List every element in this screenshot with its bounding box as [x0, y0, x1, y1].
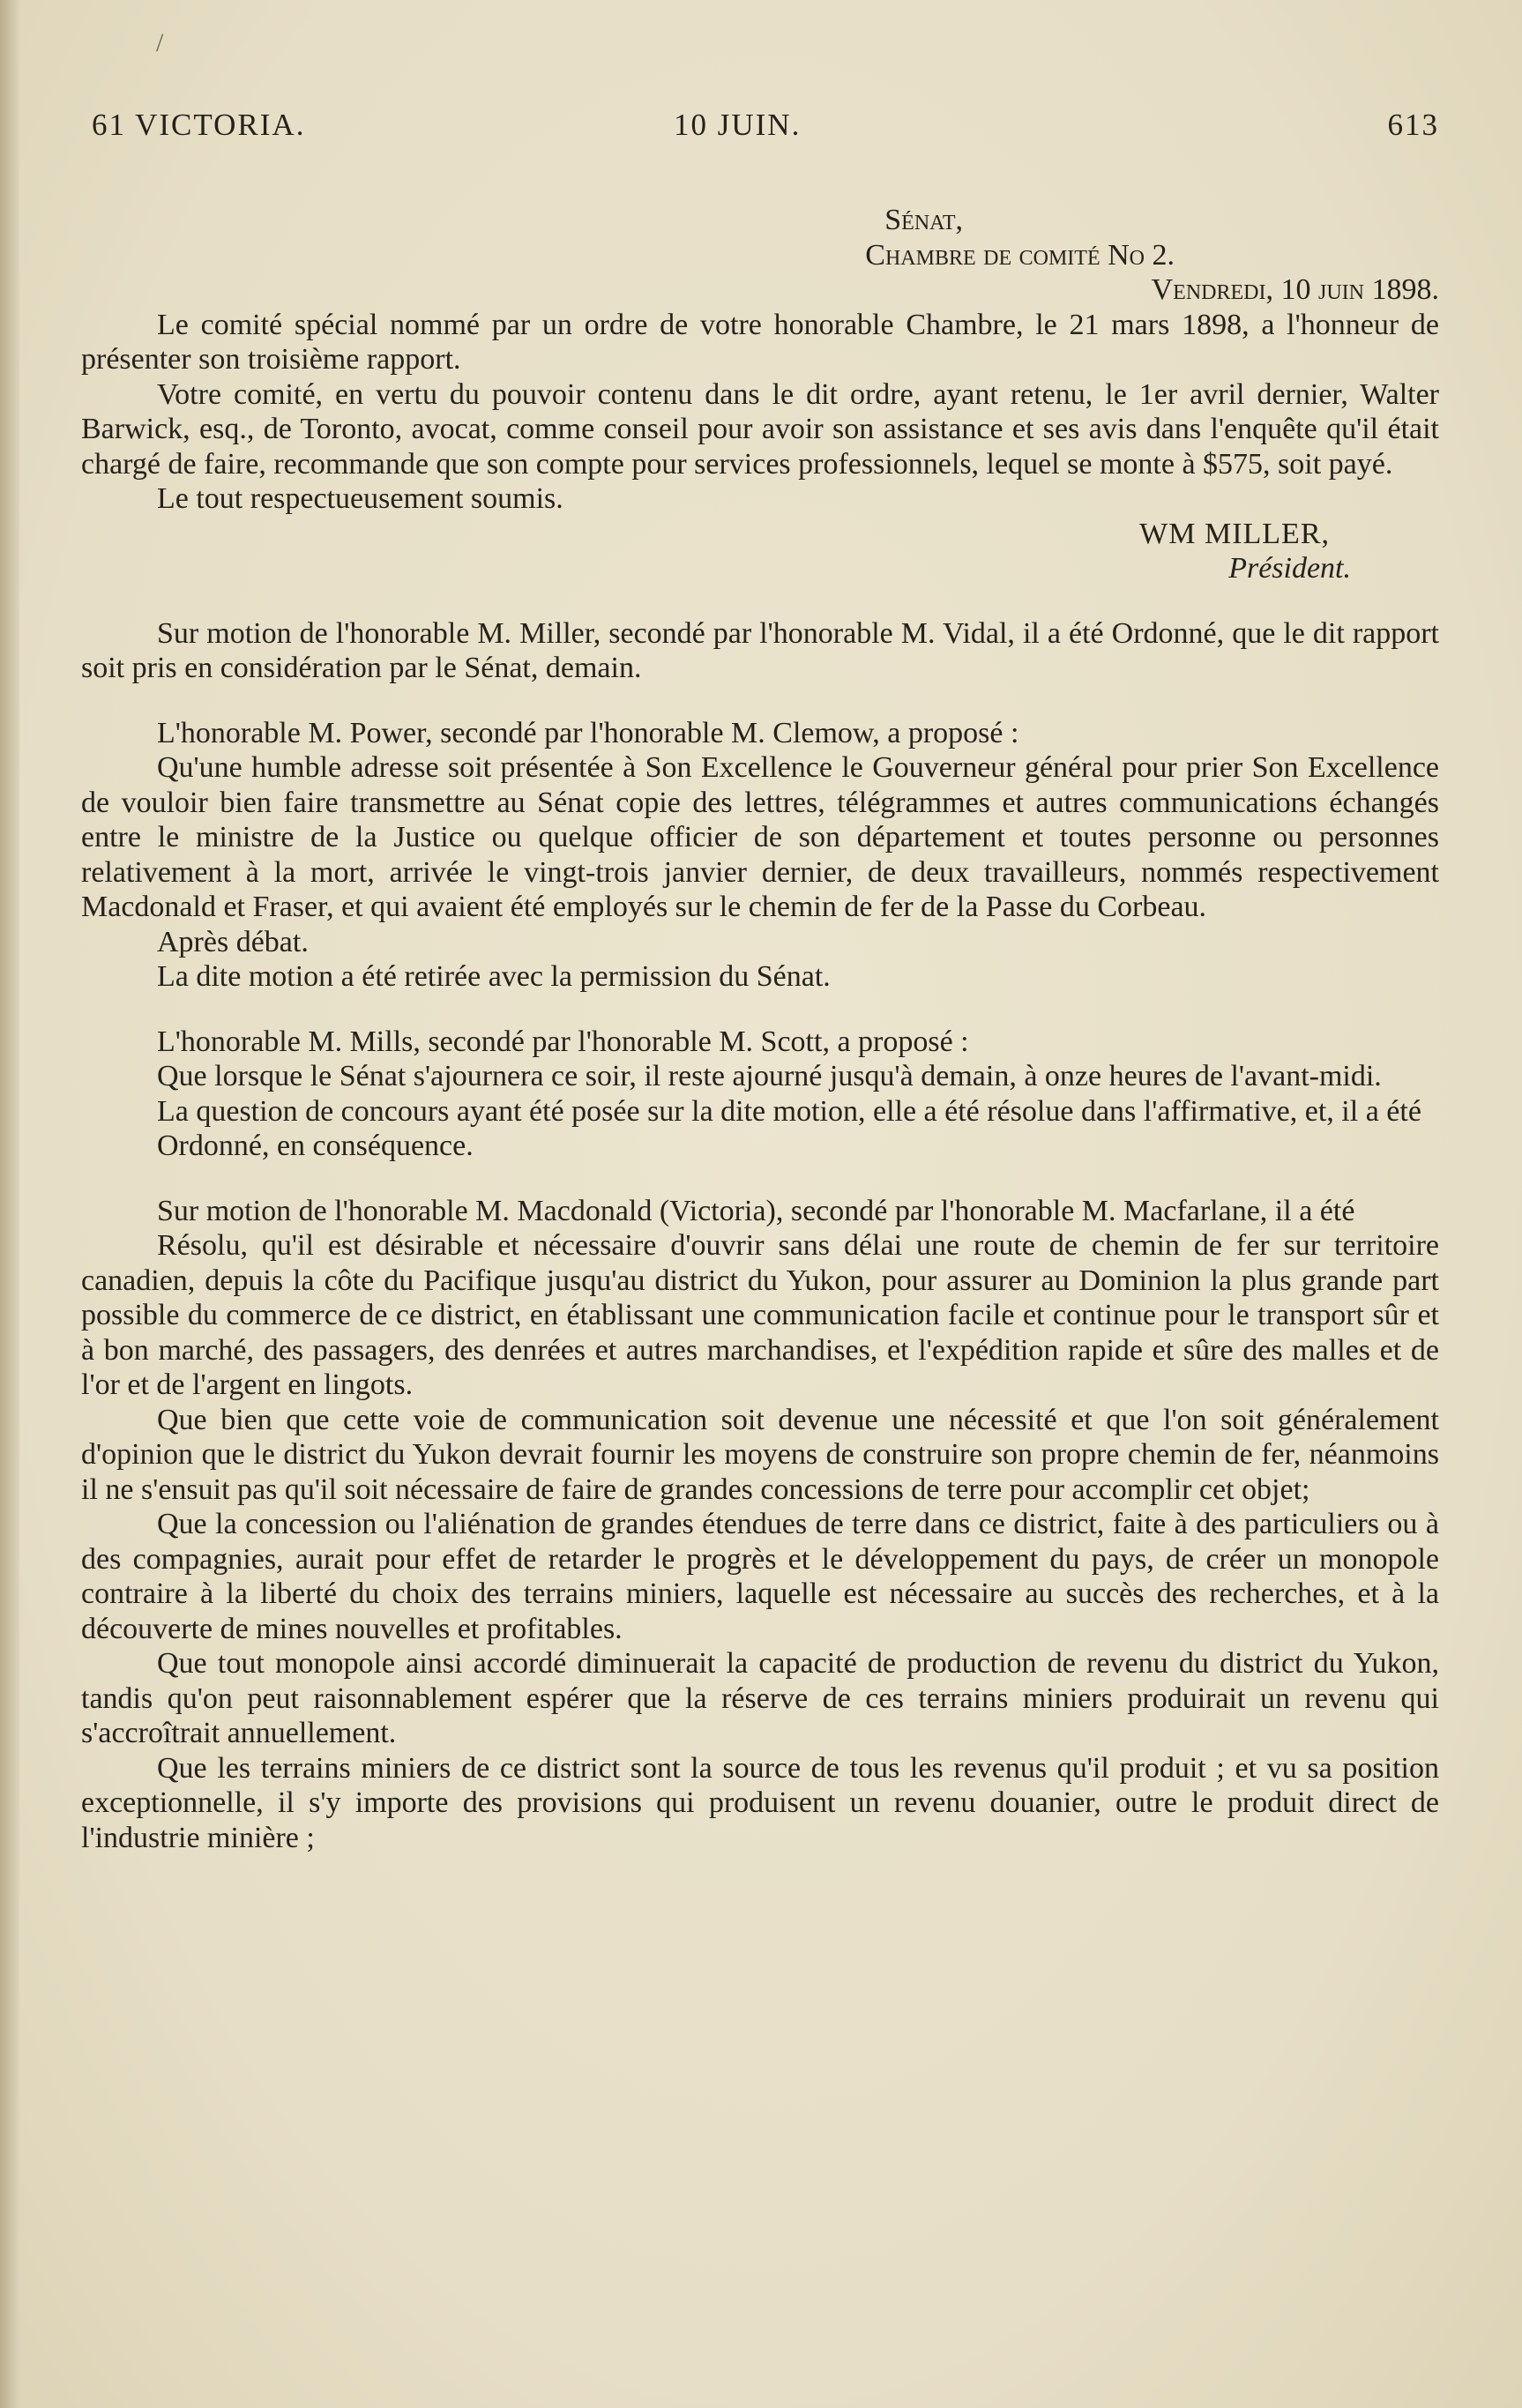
motion-mills-paragraph-2: Que lorsque le Sénat s'ajournera ce soir, il reste ajourné jusqu'à demain, à onze heures de l'avant-midi.: [157, 1060, 1382, 1092]
signature-name: WM MILLER,: [1139, 517, 1330, 550]
report-paragraph-2: Votre comité, en vertu du pouvoir contenu dans le dit ordre, ayant retenu, le 1er avril dernier, Walter Barwick, esq., de Toronto, avocat, comme conseil pour avoir son assistance et ses avis dans l'enquête qu'il était chargé de faire, recommande que son compte pour services professionnels, lequel se monte à $575, soit payé.: [81, 377, 1439, 481]
committee-room: Chambre de comité No 2.: [865, 238, 1175, 272]
motion-macdonald-paragraph-3: Que bien que cette voie de communication soit devenue une nécessité et que l'on soit généralement d'opinion que le district du Yukon devrait fournir les moyens de construire son propre chemin de fer, néanmoins il ne s'ensuit pas qu'il soit nécessaire de faire de grandes concessions de terre pour accomplir cet objet;: [81, 1403, 1439, 1506]
signature-title: Président.: [1228, 552, 1351, 585]
motion-macdonald-paragraph-1: Sur motion de l'honorable M. Macdonald (Victoria), secondé par l'honorable M. Macfarlane, il a été: [157, 1194, 1355, 1227]
motion-mills-paragraph-3: La question de concours ayant été posée sur la dite motion, elle a été résolue dans l'affirmative, et, il a été: [157, 1094, 1421, 1128]
committee-senat: Sénat,: [884, 204, 963, 236]
motion-power-paragraph-4: La dite motion a été retirée avec la permission du Sénat.: [157, 960, 831, 993]
motion-macdonald-paragraph-2: Résolu, qu'il est désirable et nécessaire d'ouvrir sans délai une route de chemin de fer sur territoire canadien, depuis la côte du Pacifique jusqu'au district du Yukon, pour assurer au Dominion la plus grande part possible du commerce de ce district, en établissant une communication facile et continue pour le transport sûr et à bon marché, des passagers, des denrées et autres marchandises, et l'expédition rapide et sûre des malles et de l'or et de l'argent en lingots.: [81, 1229, 1439, 1401]
motion-miller-paragraph: Sur motion de l'honorable M. Miller, secondé par l'honorable M. Vidal, il a été Ordonné, que le dit rapport soit pris en considération par le Sénat, demain.: [81, 616, 1439, 684]
motion-power-paragraph-1: L'honorable M. Power, secondé par l'honorable M. Clemow, a proposé :: [157, 716, 1019, 749]
motion-power-paragraph-2: Qu'une humble adresse soit présentée à Son Excellence le Gouverneur général pour prier Son Excellence de vouloir bien faire transmettre au Sénat copie des lettres, télégrammes et autres communications échangés entre le ministre de la Justice ou quelque officier de son département et toutes personne ou personnes relativement à la mort, arrivée le vingt-trois janvier dernier, de deux travailleurs, nommés respectivement Macdonald et Fraser, et qui avaient été employés sur le chemin de fer de la Passe du Corbeau.: [81, 751, 1439, 923]
motion-macdonald-paragraph-5: Que tout monopole ainsi accordé diminuerait la capacité de production de revenu du district du Yukon, tandis qu'on peut raisonnablement espérer que la réserve de ces terrains miniers produirait un revenu qui s'accroîtrait annuellement.: [81, 1647, 1439, 1749]
running-header: [92, 108, 1439, 150]
motion-macdonald-paragraph-4: Que la concession ou l'aliénation de grandes étendues de terre dans ce district, faite à des particuliers ou à des compagnies, aurait pour effet de retarder le progrès et le développement du pays, de créer un monopole contraire à la liberté du choix des terrains miniers, laquelle est nécessaire au succès des recherches, et à la découverte de mines nouvelles et profitables.: [81, 1508, 1439, 1645]
header-date: 10 JUIN.: [674, 108, 802, 142]
motion-mills-paragraph-1: L'honorable M. Mills, secondé par l'honorable M. Scott, a proposé :: [157, 1025, 969, 1058]
top-mark: /: [156, 28, 164, 57]
motion-macdonald-paragraph-6: Que les terrains miniers de ce district sont la source de tous les revenus qu'il produit ; et vu sa position exceptionnelle, il s'y importe des provisions qui produisent un revenu douanier, outre le produit direct de l'industrie minière ;: [81, 1751, 1439, 1854]
journal-body: [81, 203, 1439, 1855]
report-paragraph-1: Le comité spécial nommé par un ordre de votre honorable Chambre, le 21 mars 1898, a l'honneur de présenter son troisième rapport.: [81, 308, 1439, 376]
page-spine-shadow: [0, 0, 19, 2408]
report-paragraph-3: Le tout respectueusement soumis.: [157, 482, 563, 515]
motion-mills-paragraph-4: Ordonné, en conséquence.: [157, 1129, 474, 1162]
header-session: 61 VICTORIA.: [92, 108, 306, 142]
motion-power-paragraph-3: Après débat.: [157, 925, 309, 958]
committee-date: Vendredi, 10 juin 1898.: [1151, 273, 1439, 306]
page-number: 613: [1387, 108, 1439, 142]
